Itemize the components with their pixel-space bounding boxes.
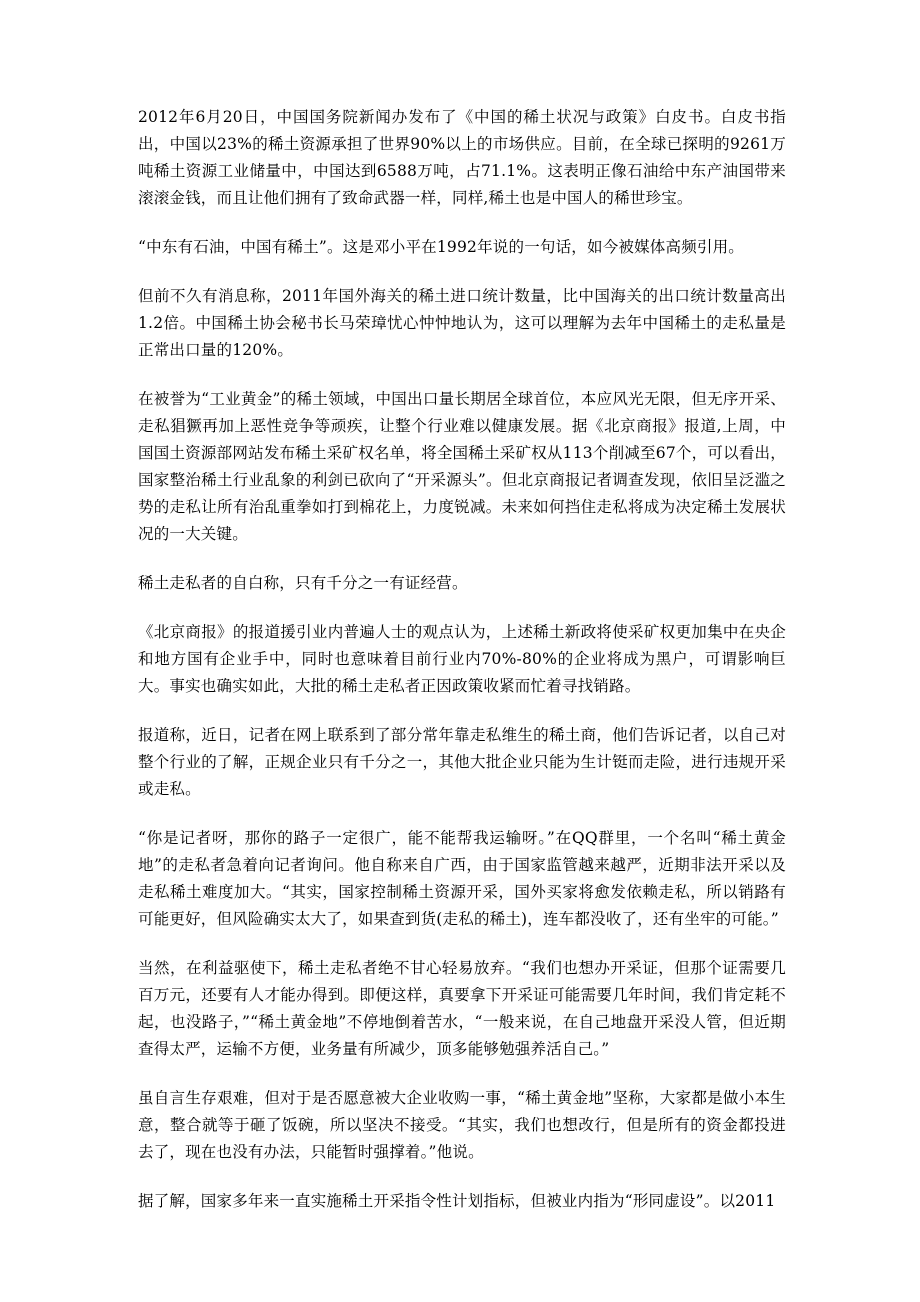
document-page <box>138 104 786 1237</box>
paragraph-acquisition: 虽自言生存艰难，但对于是否愿意被大企业收购一事，“稀土黄金地”坚称，大家都是做小本生意，整合就等于砸了饭碗，所以坚决不接受。“其实，我们也想改行，但是所有的资金都投进去了，现在也没有办法，只能暂时强撑着。”他说。 <box>138 1089 786 1161</box>
paragraph-industry-status: 在被誉为“工业黄金”的稀土领域，中国出口量长期居全球首位，本应风光无限，但无序开采、走私猖獗再加上恶性竞争等顽疾，让整个行业难以健康发展。据《北京商报》报道,上周，中国国土资源部网站发布稀土采矿权名单，将全国稀土采矿权从113个削减至67个，可以看出，国家整治稀土行业乱象的利剑已砍向了“开采源头”。但北京商报记者调查发现，依旧呈泛滥之势的走私让所有治乱重拳如打到棉花上，力度锐减。未来如何挡住走私将成为决定稀土发展状况的一大关键。 <box>138 390 786 543</box>
paragraph-quota: 据了解，国家多年来一直实施稀土开采指令性计划指标，但被业内指为“形同虚设”。以2011 <box>138 1192 776 1210</box>
paragraph-white-paper: 2012年6月20日，中国国务院新闻办发布了《中国的稀土状况与政策》白皮书。白皮书指出，中国以23%的稀土资源承担了世界90%以上的市场供应。目前，在全球已探明的9261万吨稀土资源工业储量中，中国达到6588万吨，占71.1%。这表明正像石油给中东产油国带来滚滚金钱，而且让他们拥有了致命武器一样，同样,稀土也是中国人的稀世珍宝。 <box>138 108 786 207</box>
paragraph-qq-group: “你是记者呀，那你的路子一定很广，能不能帮我运输呀。”在QQ群里，一个名叫“稀土黄金地”的走私者急着向记者询问。他自称来自广西，由于国家监管越来越严，近期非法开采以及走私稀土难度加大。“其实，国家控制稀土资源开采，国外买家将愈发依赖走私，所以销路有可能更好，但风险确实太大了，如果查到货(走私的稀土)，连车都没收了，还有坐牢的可能。” <box>138 829 786 928</box>
paragraph-report-contact: 报道称，近日，记者在网上联系到了部分常年靠走私维生的稀土商，他们告诉记者，以自己对整个行业的了解，正规企业只有千分之一，其他大批企业只能为生计铤而走险，进行违规开采或走私。 <box>138 726 786 798</box>
paragraph-policy-impact: 《北京商报》的报道援引业内普遍人士的观点认为，上述稀土新政将使采矿权更加集中在央企和地方国有企业手中，同时也意味着目前行业内70%-80%的企业将成为黑户，可谓影响巨大。事实也确实如此，大批的稀土走私者正因政策收紧而忙着寻找销路。 <box>138 623 786 695</box>
paragraph-smuggler-claim: 稀土走私者的自白称，只有千分之一有证经营。 <box>138 574 468 592</box>
paragraph-customs-data: 但前不久有消息称，2011年国外海关的稀土进口统计数量，比中国海关的出口统计数量高出1.2倍。中国稀土协会秘书长马荣璋忧心忡忡地认为，这可以理解为去年中国稀土的走私量是正常出口量的120%。 <box>138 287 786 359</box>
paragraph-deng-quote: “中东有石油，中国有稀土”。这是邓小平在1992年说的一句话，如今被媒体高频引用。 <box>138 238 744 256</box>
paragraph-profit-motive: 当然，在利益驱使下，稀土走私者绝不甘心轻易放弃。“我们也想办开采证，但那个证需要几百万元，还要有人才能办得到。即便这样，真要拿下开采证可能需要几年时间，我们肯定耗不起，也没路子，”“稀土黄金地”不停地倒着苦水，“一般来说，在自己地盘开采没人管，但近期查得太严，运输不方便，业务量有所减少，顶多能够勉强养活自己。” <box>138 959 786 1058</box>
